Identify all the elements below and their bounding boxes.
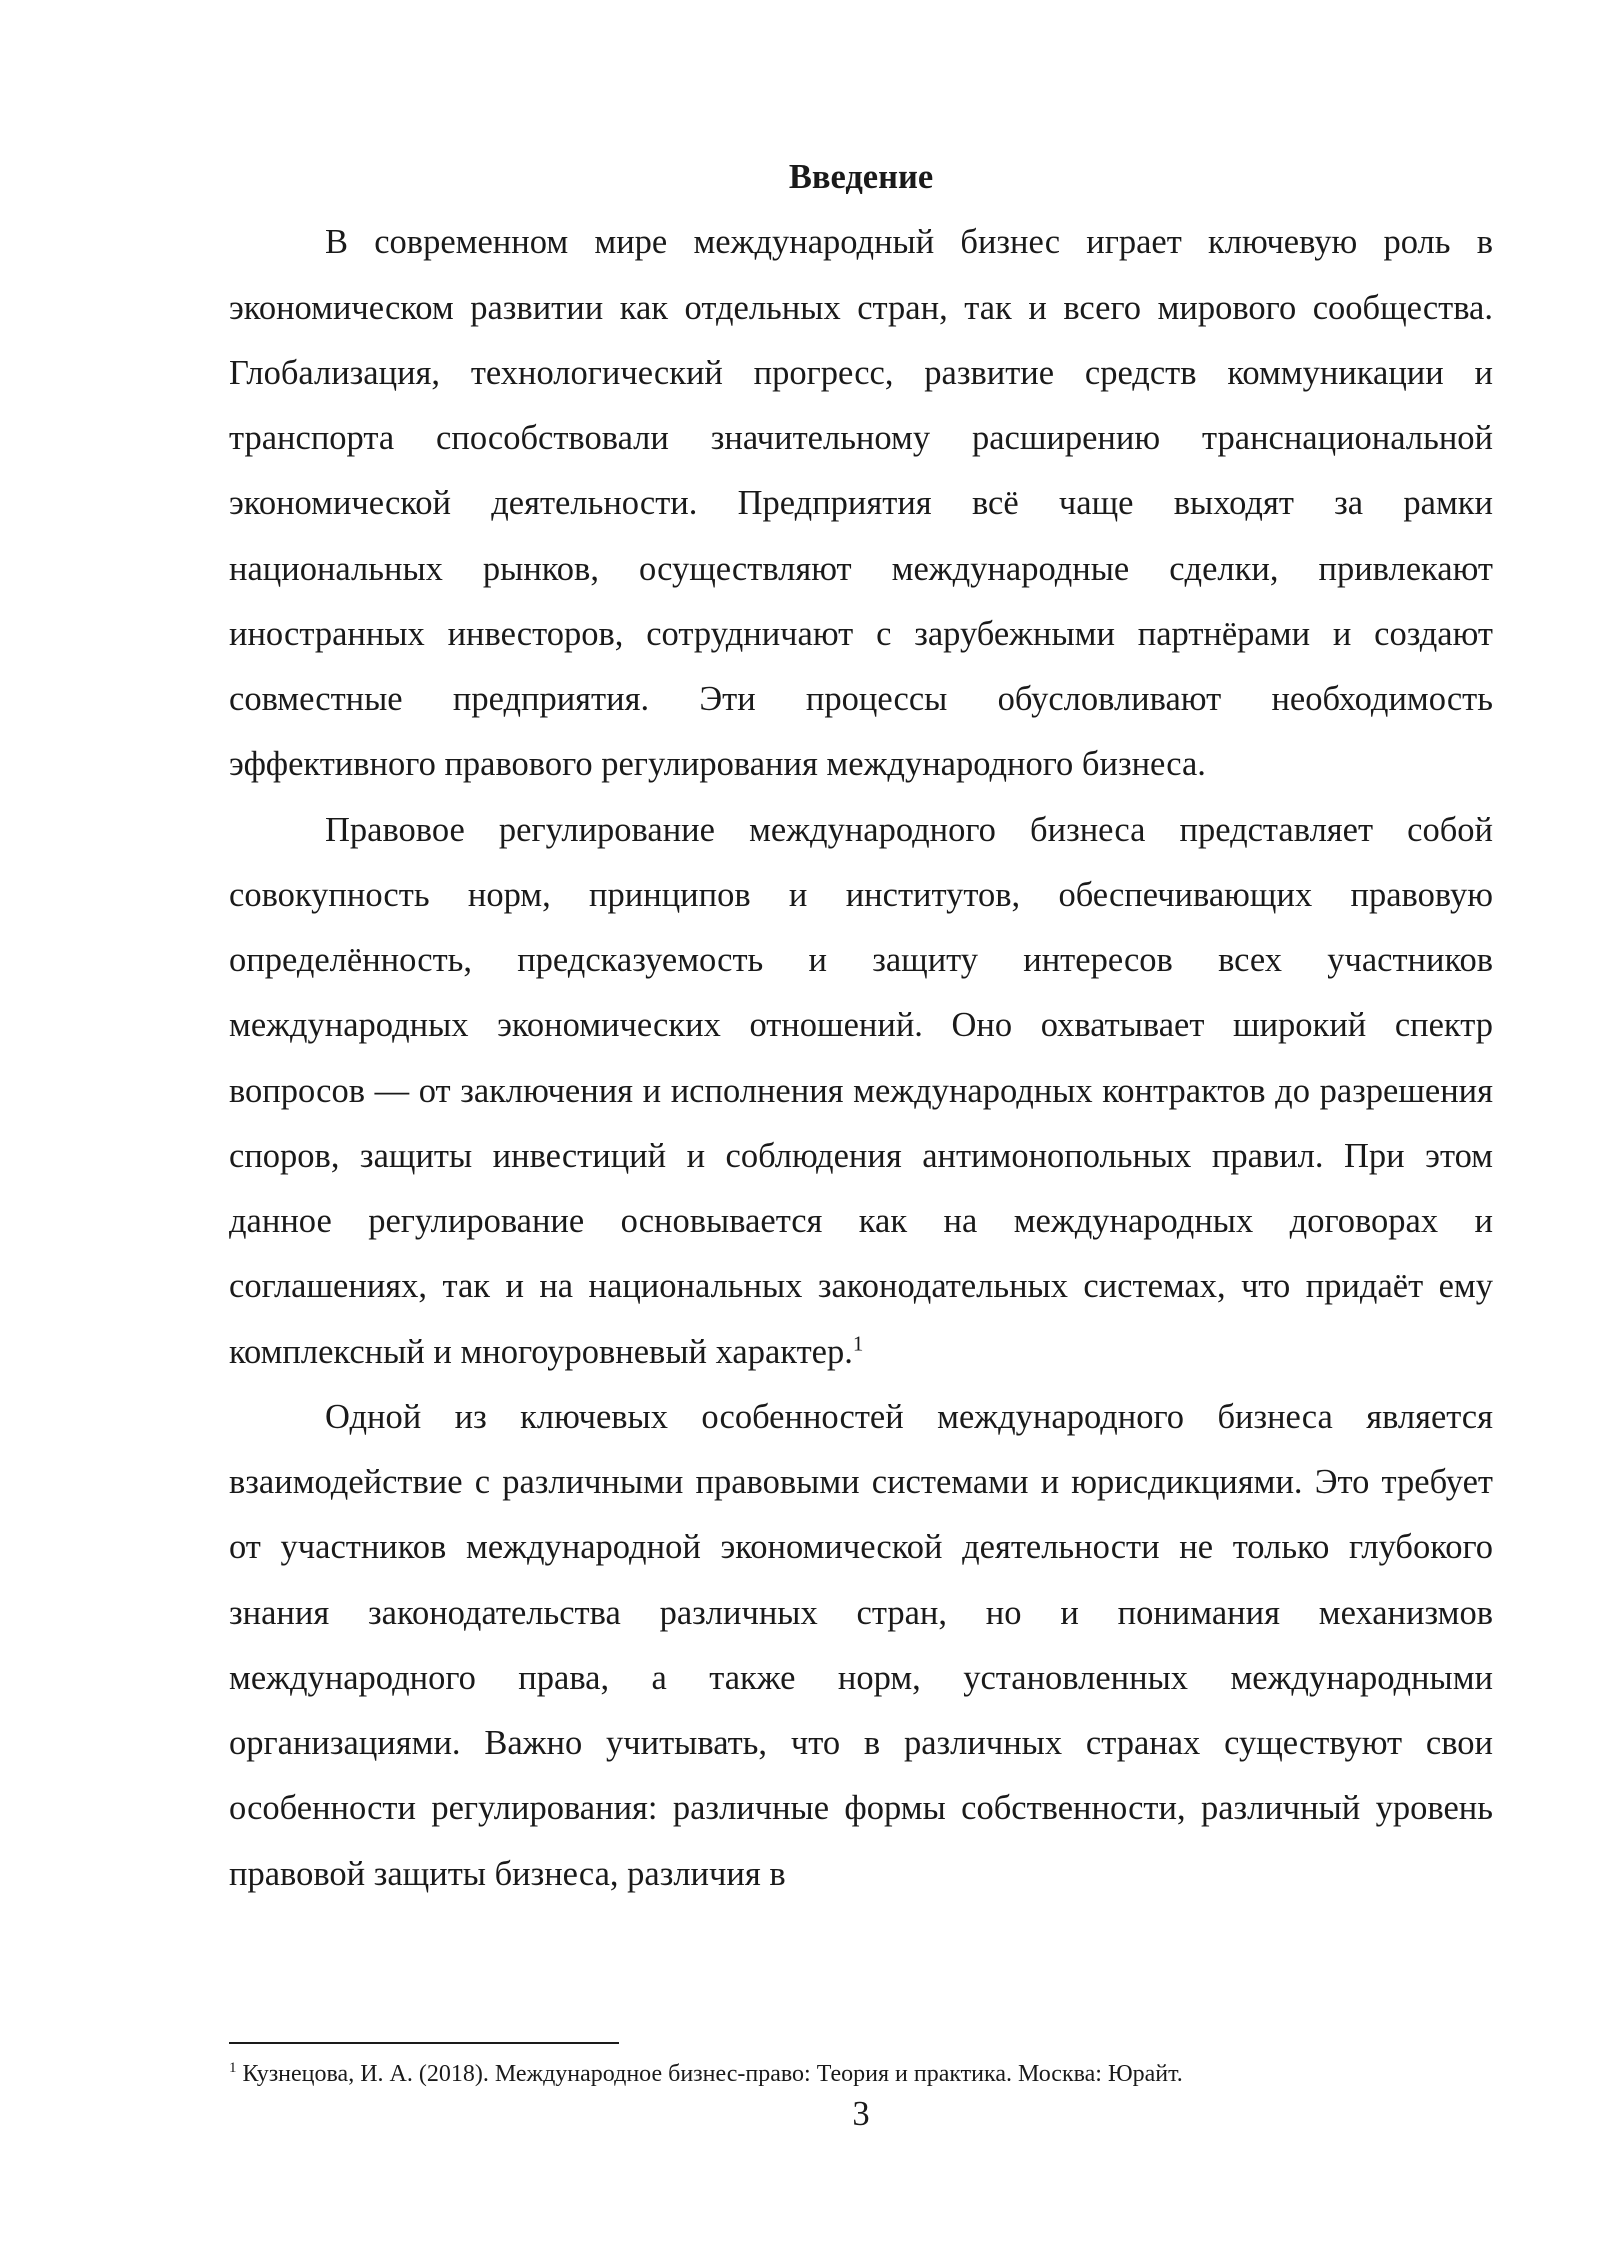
section-heading: Введение [788, 158, 934, 196]
paragraph-2-text: Правовое регулирование международного бизнеса представляет собой совокупность норм, принципов и институтов, обеспечивающих правовую определённость, предсказуемость и защиту интересов всех участников международных экономических отношений. Оно охватывает широкий спектр вопросов — от заключения и исполнения международных контрактов до разрешения споров, защиты инвестиций и соблюдения антимонопольных правил. При этом данное регулирование основывается как на международных договорах и соглашениях, так и на национальных законодательных системах, что придаёт ему комплексный и многоуровневый характер. [229, 810, 1493, 1371]
paragraph-3-text: Одной из ключевых особенностей международного бизнеса является взаимодействие с различными правовыми системами и юрисдикциями. Это требует от участников международной экономической деятельности не только глубокого знания законодательства различных стран, но и понимания механизмов международного права, а также норм, установленных международными организациями. Важно учитывать, что в различных странах существуют свои особенности регулирования: различные формы собственности, различный уровень правовой защиты бизнеса, различия в [229, 1397, 1493, 1893]
body-text [229, 145, 1493, 1907]
paragraph-1-text: В современном мире международный бизнес играет ключевую роль в экономическом развитии как отдельных стран, так и всего мирового сообщества. Глобализация, технологический прогресс, развитие средств коммуникации и транспорта способствовали значительному расширению транснациональной экономической деятельности. Предприятия всё чаще выходят за рамки национальных рынков, осуществляют международные сделки, привлекают иностранных инвесторов, сотрудничают с зарубежными партнёрами и создают совместные предприятия. Эти процессы обусловливают необходимость эффективного правового регулирования международного бизнеса. [229, 223, 1493, 784]
footnote [229, 2057, 1493, 2091]
paragraph-3 [229, 1385, 1493, 1907]
page-number: 3 [852, 2095, 870, 2133]
footnote-mark: 1 [229, 2060, 237, 2076]
footnote-reference[interactable]: 1 [852, 1331, 864, 1355]
paragraph-1 [229, 210, 1493, 797]
paragraph-2 [229, 798, 1493, 1385]
footnote-separator [229, 2042, 619, 2044]
footnote-text: Кузнецова, И. А. (2018). Международное бизнес-право: Теория и практика. Москва: Юрайт. [242, 2061, 1183, 2087]
